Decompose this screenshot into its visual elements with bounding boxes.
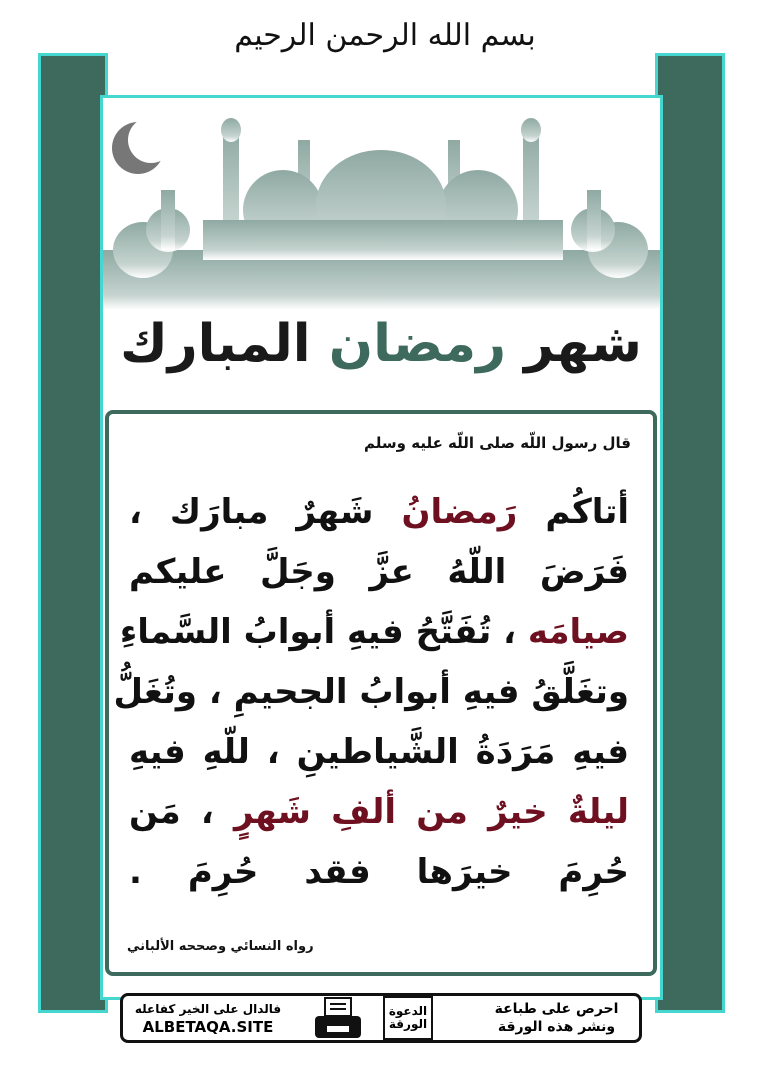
text-segment: فَرَضَ اللّهُ عزَّ وجَلَّ عليكم — [129, 552, 629, 592]
footer-slogan: فالدال على الخير كفاعله — [134, 1002, 282, 1016]
text-line — [129, 722, 629, 782]
text-segment: وتغَلَّقُ فيهِ أبوابُ الجحيمِ ، وتُغَلُّ — [113, 672, 629, 712]
text-segment: رَمضانُ — [401, 492, 518, 532]
text-line — [119, 602, 629, 662]
footer-right-line-1: احرص على طباعة — [494, 1001, 619, 1017]
hadith-source: رواه النسائي وصححه الألباني — [127, 939, 314, 954]
hadith-box — [105, 410, 657, 976]
footer-right — [474, 1000, 639, 1036]
text-line — [113, 662, 629, 722]
footer-left — [123, 1000, 293, 1036]
right-frame-bar — [655, 53, 725, 1013]
text-segment: أتاكُم — [517, 492, 629, 532]
text-segment: شَهرٌ مبارَك ، — [129, 492, 402, 532]
dawa-logo: الدعوة الورقة — [383, 996, 433, 1040]
site-link[interactable]: ALBETAQA.SITE — [142, 1018, 274, 1036]
text-segment: ، مَن — [129, 792, 234, 832]
hadith-intro: قال رسول اللّه صلى اللّه عليه وسلم — [364, 434, 631, 452]
text-segment: فيهِ مَرَدَةُ الشَّياطينِ ، للّهِ فيهِ — [129, 732, 629, 772]
page-title — [105, 312, 657, 376]
left-frame-bar — [38, 53, 108, 1013]
text-segment: حُرِمَ خيرَها فقد حُرِمَ . — [129, 852, 629, 892]
text-line — [129, 842, 629, 902]
text-line — [129, 482, 629, 542]
hadith-text — [113, 482, 629, 902]
title-word-2: رمضان — [328, 314, 507, 374]
text-segment: صيامَه — [527, 612, 629, 652]
text-segment: ، تُفَتَّحُ فيهِ أبوابُ السَّماءِ — [119, 612, 528, 652]
mosque-skyline-illustration — [103, 110, 660, 310]
basmala: بسم الله الرحمن الرحيم — [234, 18, 536, 53]
title-word-3: المبارك — [120, 314, 311, 374]
text-segment: ليلةٌ خيرٌ من ألفِ شَهرٍ — [233, 792, 629, 832]
text-line — [129, 542, 629, 602]
printer-icon — [313, 996, 363, 1040]
footer-right-line-2: ونشر هذه الورقة — [497, 1019, 616, 1035]
text-line — [129, 782, 629, 842]
footer-banner — [120, 993, 642, 1043]
title-word-1: شهر — [524, 314, 642, 374]
